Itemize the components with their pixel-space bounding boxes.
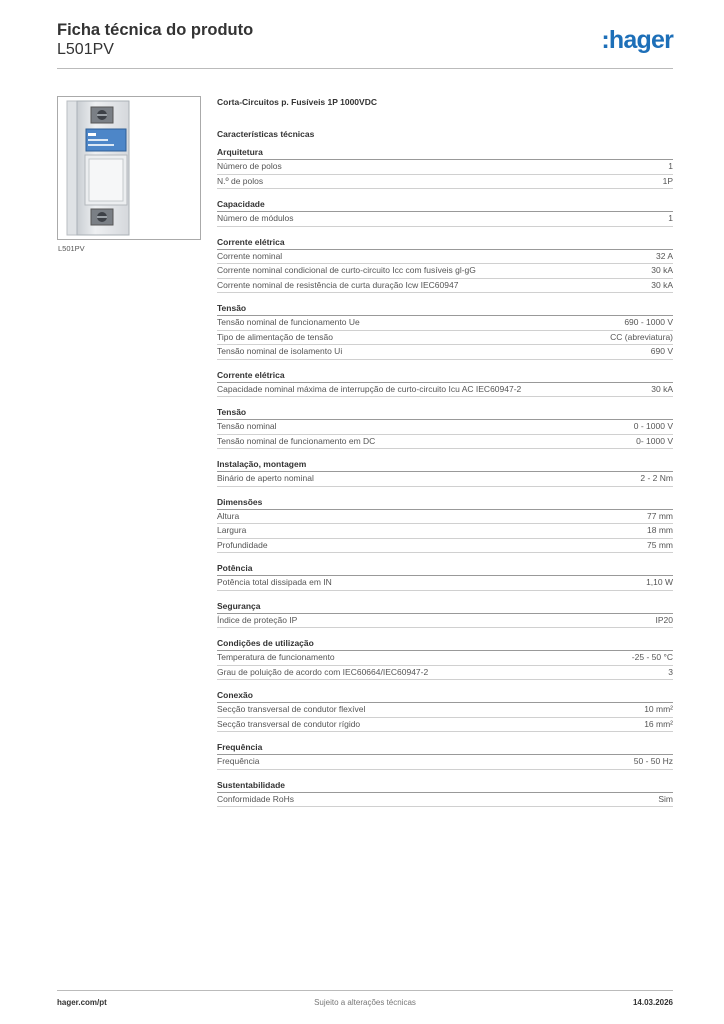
spec-heading: Características técnicas [217,129,315,139]
spec-row [217,345,673,360]
spec-section [217,459,673,487]
spec-label: Índice de proteção IP [217,614,298,625]
spec-value: 0- 1000 V [636,435,673,446]
footer-divider [57,990,673,991]
spec-value: 690 V [650,346,673,356]
spec-section [217,638,673,680]
product-code: L501PV [57,41,114,58]
section-title: Sustentabilidade [217,780,673,793]
spec-value: IP20 [655,614,673,625]
spec-value: 75 mm [647,539,673,550]
page-header [57,20,673,60]
spec-row [217,212,673,227]
spec-value: 50 - 50 Hz [633,756,673,766]
spec-value: 30 kA [651,279,673,290]
spec-section [217,407,673,449]
spec-label: Profundidade [217,539,268,550]
product-name: Corta-Circuitos p. Fusíveis 1P 1000VDC [217,97,377,107]
spec-row [217,524,673,539]
section-title: Tensão [217,407,673,420]
spec-value: 30 kA [651,265,673,275]
footer-website[interactable]: hager.com/pt [57,998,107,1007]
spec-row [217,703,673,718]
section-title: Dimensões [217,497,673,510]
section-title: Segurança [217,601,673,614]
section-title: Instalação, montagem [217,459,673,472]
spec-label: Temperatura de funcionamento [217,652,335,662]
section-title: Arquitetura [217,147,673,160]
spec-row [217,250,673,265]
section-title: Corrente elétrica [217,237,673,250]
spec-row [217,472,673,487]
spec-section [217,237,673,294]
spec-row [217,316,673,331]
spec-sections [217,147,673,807]
spec-label: Número de módulos [217,213,294,223]
spec-label: Binário de aperto nominal [217,473,314,483]
spec-value: 0 - 1000 V [633,421,673,431]
image-caption: L501PV [58,244,85,253]
spec-label: Tipo de alimentação de tensão [217,331,333,342]
spec-value: 77 mm [647,510,673,521]
section-title: Tensão [217,303,673,316]
section-title: Capacidade [217,199,673,212]
spec-row [217,420,673,435]
spec-label: Frequência [217,756,260,766]
spec-row [217,718,673,733]
header-divider [57,68,673,69]
fuse-holder-illustration [58,97,200,239]
spec-label: Tensão nominal [217,421,277,431]
section-title: Corrente elétrica [217,370,673,383]
spec-row [217,614,673,629]
spec-value: CC (abreviatura) [610,331,673,342]
spec-label: Corrente nominal [217,250,283,261]
spec-row [217,175,673,190]
spec-value: 1,10 W [646,577,673,587]
section-title: Potência [217,563,673,576]
spec-label: Largura [217,525,247,535]
spec-content [217,96,673,807]
spec-label: Grau de poluição de acordo com IEC60664/IEC60947-2 [217,666,429,677]
spec-value: 10 mm² [644,704,673,714]
footer-notice: Sujeito a alterações técnicas [314,998,416,1007]
section-title: Conexão [217,690,673,703]
spec-row [217,510,673,525]
spec-label: Corrente nominal de resistência de curta duração Icw IEC60947 [217,279,459,290]
section-title: Condições de utilização [217,638,673,651]
spec-section [217,303,673,360]
spec-row [217,160,673,175]
spec-label: Secção transversal de condutor flexível [217,704,366,714]
spec-row [217,793,673,808]
spec-section [217,497,673,554]
spec-value: 32 A [655,250,673,261]
spec-label: Corrente nominal condicional de curto-circuito Icc com fusíveis gl-gG [217,265,476,275]
spec-row [217,576,673,591]
spec-value: 30 kA [651,383,673,394]
spec-value: 1 [668,213,673,223]
spec-value: 18 mm [647,525,673,535]
spec-section [217,199,673,227]
spec-value: 1 [668,161,673,171]
spec-label: Tensão nominal de isolamento Ui [217,346,343,356]
section-title: Frequência [217,742,673,755]
spec-label: Número de polos [217,161,282,171]
spec-label: Potência total dissipada em IN [217,577,332,587]
spec-value: Sim [658,793,673,804]
spec-row [217,331,673,346]
spec-label: Tensão nominal de funcionamento em DC [217,435,376,446]
spec-label: Capacidade nominal máxima de interrupção de curto-circuito Icu AC IEC60947-2 [217,383,522,394]
spec-label: Conformidade RoHs [217,793,295,804]
spec-value: 1P [662,175,673,186]
spec-row [217,383,673,398]
spec-section [217,690,673,732]
spec-value: 2 - 2 Nm [640,473,673,483]
spec-section [217,780,673,808]
spec-section [217,147,673,189]
spec-section [217,742,673,770]
spec-label: N.º de polos [217,175,264,186]
spec-row [217,279,673,294]
footer-date: 14.03.2026 [632,998,673,1007]
spec-row [217,666,673,681]
spec-label: Altura [217,510,240,521]
spec-row [217,264,673,279]
spec-row [217,651,673,666]
spec-section [217,563,673,591]
spec-row [217,755,673,770]
page-title: Ficha técnica do produto [57,21,254,39]
spec-row [217,539,673,554]
product-image [57,96,201,240]
spec-section [217,601,673,629]
spec-value: 16 mm² [644,718,673,729]
spec-row [217,435,673,450]
spec-label: Tensão nominal de funcionamento Ue [217,317,360,327]
spec-section [217,370,673,398]
hager-logo: :hager [601,26,673,54]
spec-label: Secção transversal de condutor rígido [217,718,361,729]
spec-value: 690 - 1000 V [624,317,673,327]
spec-value: -25 - 50 °C [631,652,673,662]
spec-value: 3 [668,666,673,677]
